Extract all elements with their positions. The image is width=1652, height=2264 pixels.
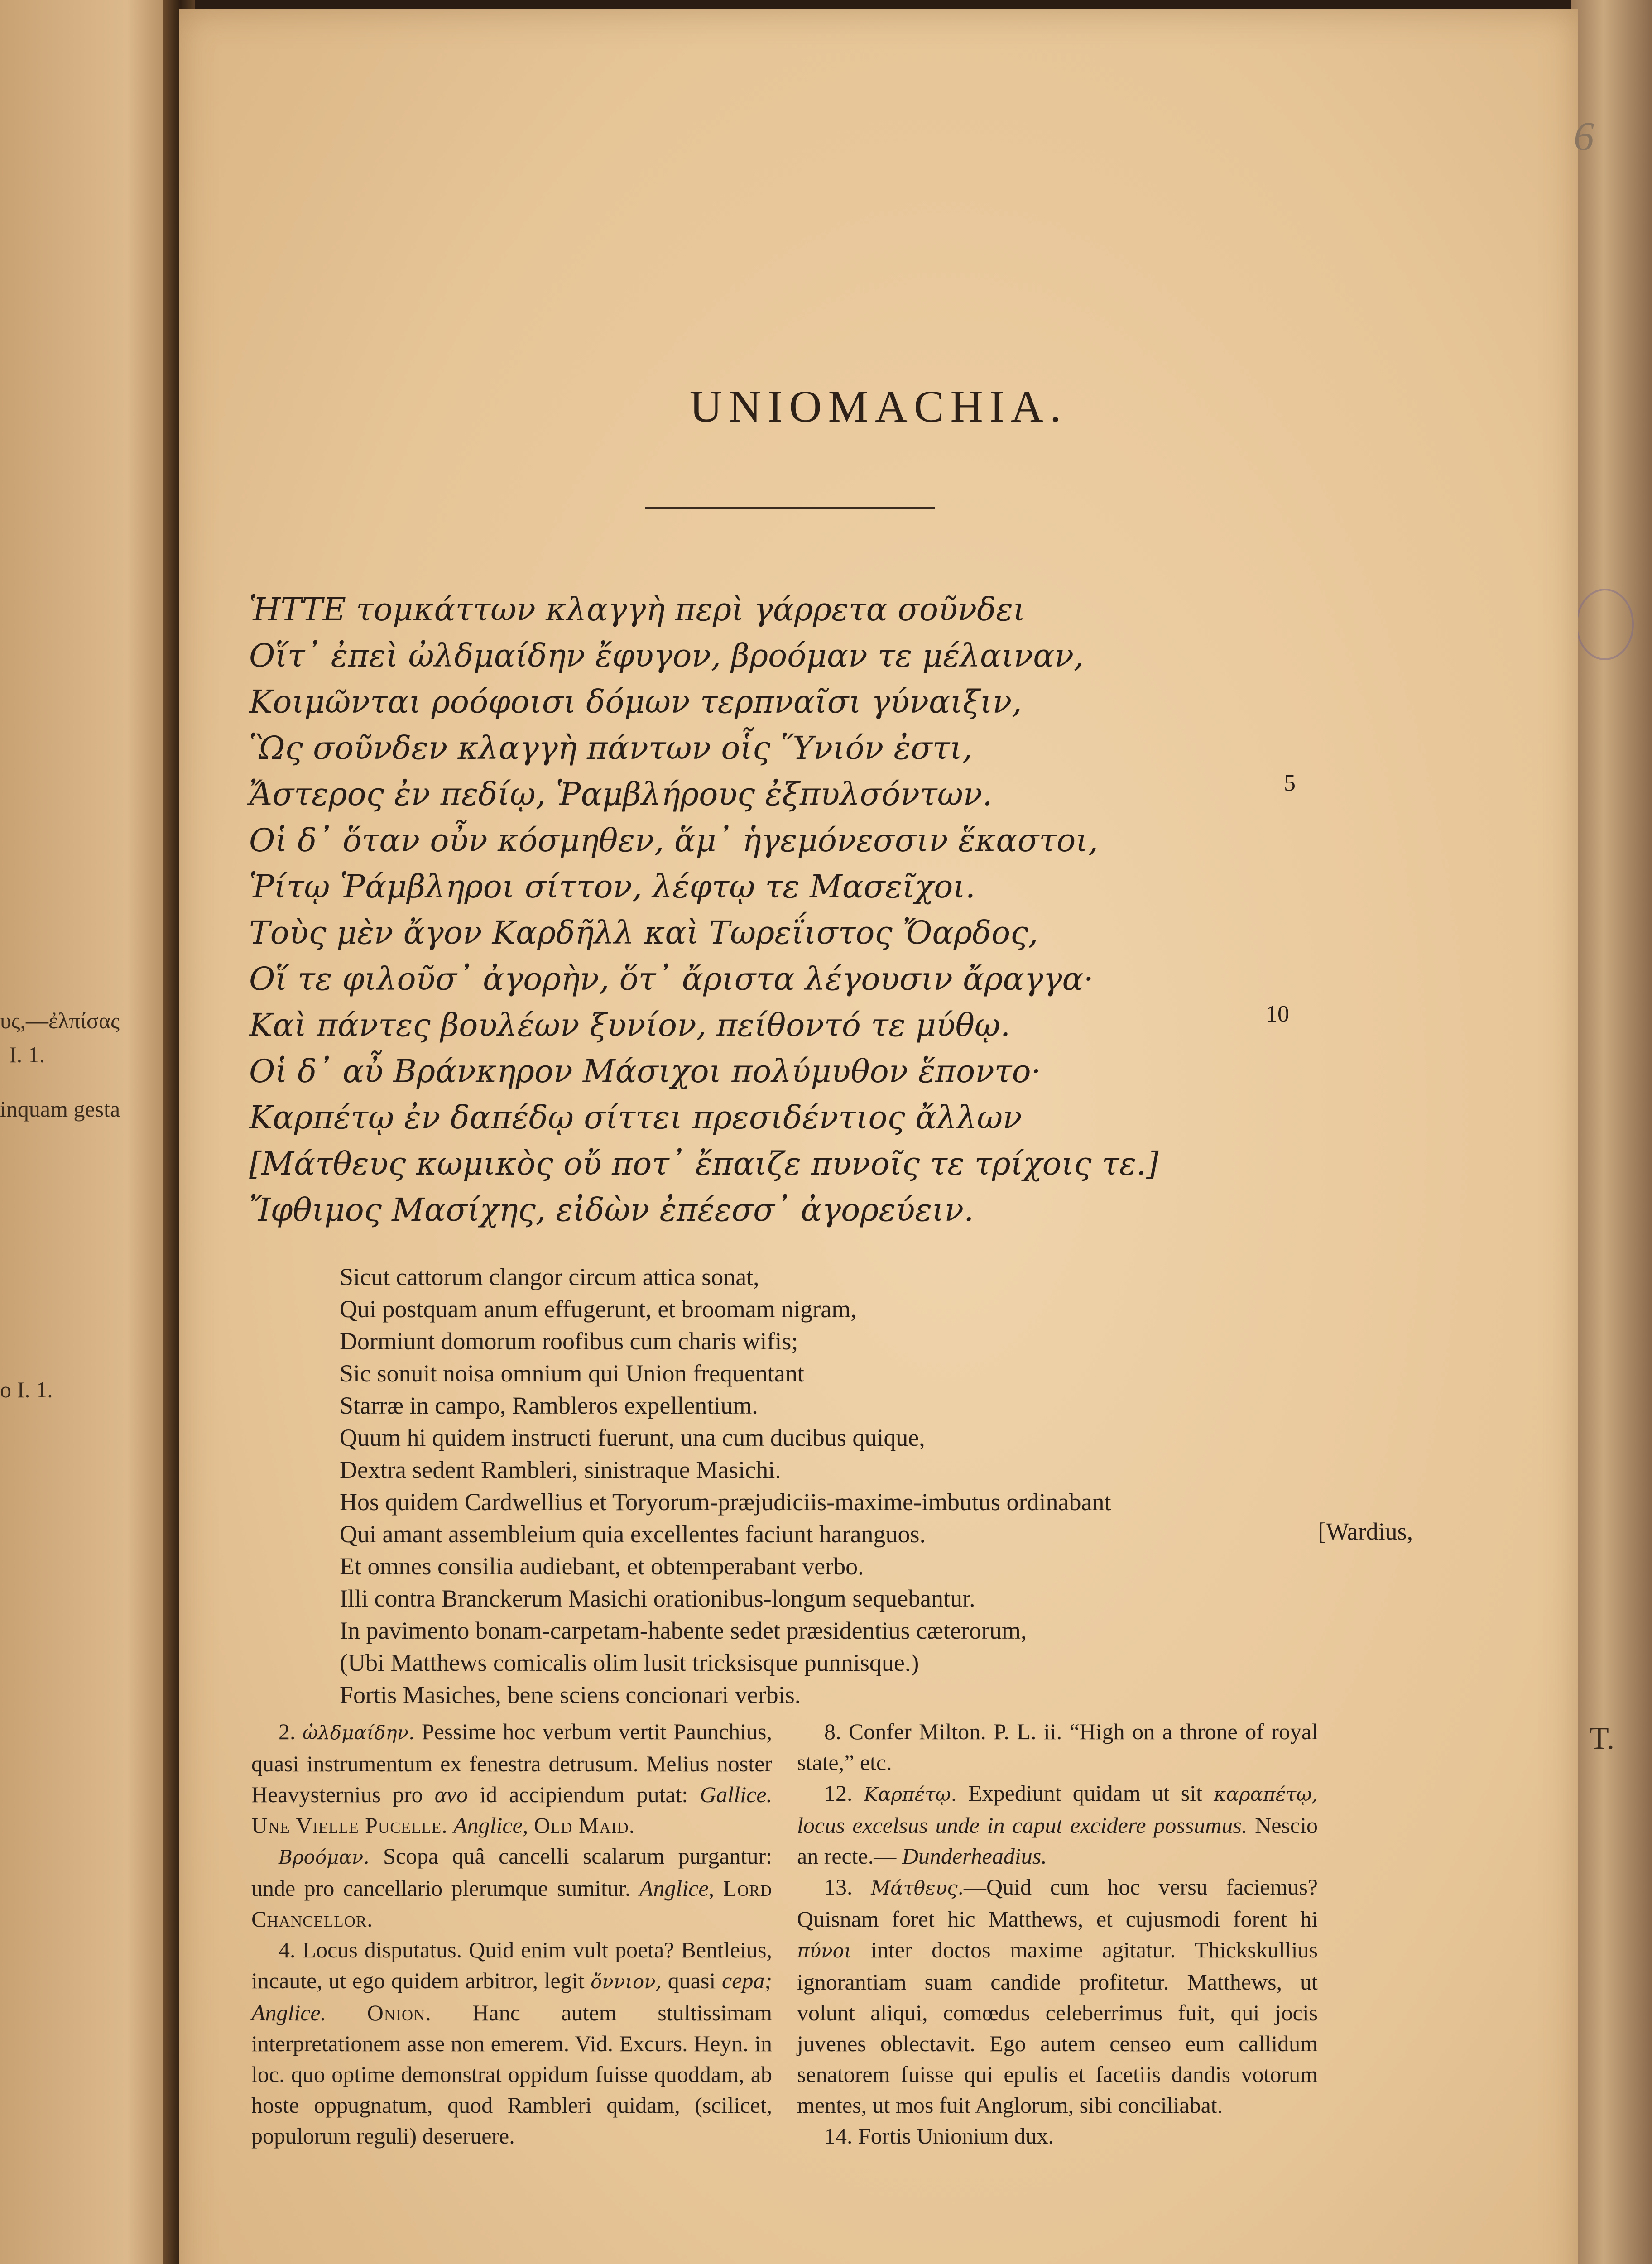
greek-line: Κοιμῶνται ροόφοισι δόμων τερπναῖσι γύναιξιν, [249,683,1022,720]
latin-line: Qui postquam anum effugerunt, et broomam nigram, [340,1295,857,1323]
note-word: cepa; [721,1968,773,1993]
greek-line: Ὣς σοῦνδεν κλαγγὴ πάντων οἷς Ὕνιόν ἐστι, [249,729,973,767]
page-title: UNIOMACHIA. [689,381,1068,432]
greek-line: Οἱ δ᾽ ὅταν οὖν κόσμηθεν, ἅμ᾽ ἡγεμόνεσσιν ἕκαστοι, [249,822,1098,859]
note-lemma: Καρπέτῳ. [864,1783,957,1805]
footnotes-right-column [797,1716,1318,2151]
footnote: 14. Fortis Unionium dux. [824,2123,1054,2149]
pencil-page-mark: 6 [1574,114,1594,159]
latin-line: (Ubi Matthews comicalis olim lusit tricksisque punnisque.) [340,1649,919,1676]
greek-line: Ἄστερος ἐν πεδίῳ, Ῥαμβλήρους ἐξπυλσόντων. [249,776,993,813]
latin-line: Qui amant assembleium quia excellentes faciunt haranguos. [340,1521,926,1548]
greek-line: Ῥίτῳ Ῥάμβληροι σίττον, λέφτῳ τε Μασεῖχοι. [249,868,976,905]
latin-line: In pavimento bonam-carpetam-habente sedet præsidentius cæterorum, [340,1617,1027,1644]
note-text: inter doctos maxime agitatur. Thickskullius ignorantiam suam candide profitetur. Matthews, ut volunt aliqui, comœdus celeberrimus fuit, qui jocis juvenes oblectavit. Ego autem censeo eum callidum senatorem fuisse qui epulis et facetiis dandis votorum mentes, ut mos fuit Anglorum, sibi conciliabat. [797,1937,1318,2118]
note-text: Hanc autem stultissimam interpretationem asse non emerem. Vid. Excurs. Heyn. in loc. quo optime demonstrat oppidum fuisse quoddam, ab hoste oppugnatum, quod Rambleri quidam, (scilicet, populorum reguli) deseruere. [251,2000,773,2149]
latin-translation [340,1261,1517,1711]
footnote: 8. Confer Milton. P. L. ii. “High on a throne of royal state,” etc. [797,1719,1318,1775]
note-word: ὄννιον, [591,1971,662,1993]
note-text: —Quid cum hoc versu faciemus? Quisnam foret hic Matthews, et cujusmodi forent hi [797,1874,1318,1932]
note-text: Nescio an recte.— [797,1813,1318,1869]
note-word: ανο [434,1782,468,1807]
title-rule [645,507,935,509]
note-gloss: Lord Chancellor. [251,1875,773,1932]
note-text: locus excelsus unde in caput excidere possumus. [797,1813,1248,1838]
greek-line: Οἵτ᾽ ἐπεὶ ὠλδμαίδην ἔφυγον, βροόμαν τε μέλαιναν, [249,637,1084,674]
note-number: 12. [824,1780,853,1806]
note-number: 13. [824,1874,853,1899]
latin-line: Dormiunt domorum roofibus cum charis wifis; [340,1328,798,1355]
greek-line: Καρπέτῳ ἐν δαπέδῳ σίττει πρεσιδέντιος ἄλλων [249,1099,1022,1136]
latin-turnover: [Wardius, [1318,1518,1413,1545]
latin-line: Hos quidem Cardwellius et Toryorum-præjudiciis-maxime-imbutus ordinabant [340,1488,1111,1516]
left-facing-page [0,0,181,2264]
note-lemma: ὠλδμαίδην. [302,1722,415,1744]
book-page [179,9,1594,2264]
note-text: Scopa quâ cancelli scalarum purgantur: unde pro cancellario plerumque sumitur. [251,1843,773,1901]
footnote [797,1871,1318,2120]
latin-line: Et omnes consilia audiebant, et obtemperabant verbo. [340,1553,864,1580]
greek-line: [Μάτθευς κωμικὸς οὔ ποτ᾽ ἔπαιζε πυνοῖς τε τρίχοις τε.] [249,1145,1159,1182]
note-gloss: Onion. [367,2000,432,2025]
note-word: πύνοι [797,1940,852,1962]
note-text: id accipiendum putat: [480,1782,688,1807]
right-facing-page-edge [1571,0,1652,2264]
footnote [251,1716,772,1841]
line-number: 10 [1266,1001,1289,1027]
latin-line: Sicut cattorum clangor circum attica sonat, [340,1263,759,1290]
note-language: Anglice, [453,1813,528,1838]
left-margin-fragment: υς,—ἐλπίσας [0,1008,120,1033]
greek-line: Οἱ δ᾽ αὖ Βράνκηρον Μάσιχοι πολύμυθον ἕποντο· [249,1053,1041,1090]
note-text: Expediunt quidam ut sit [968,1780,1202,1806]
greek-line: ἩΤΤΕ τομκάττων κλαγγὴ περὶ γάρρετα σοῦνδει [249,591,1026,628]
latin-line: Fortis Masiches, bene sciens concionari verbis. [340,1681,801,1708]
note-gloss: Old Maid. [533,1813,635,1838]
latin-line: Dextra sedent Rambleri, sinistraque Masichi. [340,1456,781,1483]
note-lemma: Βροόμαν. [279,1846,370,1868]
footnote [251,1934,772,2151]
left-margin-fragment: o I. 1. [0,1377,53,1402]
line-number: 5 [1284,770,1296,796]
greek-line: Καὶ πάντες βουλέων ξυνίον, πείθοντό τε μύθῳ. [249,1007,1011,1044]
left-margin-fragment: I. 1. [9,1042,45,1067]
note-number: 4. [279,1937,296,1962]
latin-line: Quum hi quidem instructi fuerunt, una cum ducibus quique, [340,1424,925,1451]
footnotes-left-column [251,1716,772,2151]
footnote [251,1841,772,1934]
note-text: Pessime hoc verbum vertit Paunchius, quasi instrumentum ex fenestra detrusum. Melius noster Heavysternius pro [251,1719,773,1807]
footnote [797,1778,1318,1871]
note-gloss: Une Vielle Pucelle. [251,1813,448,1838]
note-word: καραπέτῳ, [1214,1783,1318,1805]
greek-verse [249,586,1291,1233]
note-number: 2. [279,1719,296,1744]
latin-line: Sic sonuit noisa omnium qui Union frequentant [340,1360,804,1387]
latin-line: Starræ in campo, Rambleros expellentium. [340,1392,758,1419]
greek-line: Ἴφθιμος Μασίχης, εἰδὼν ἐπέεσσ᾽ ἀγορεύειν. [249,1191,974,1228]
note-lemma: Μάτθευς. [871,1877,964,1899]
note-text: Locus disputatus. Quid enim vult poeta? Bentleius, incaute, ut ego quidem arbitror, legit [251,1937,772,1993]
greek-line: Οἵ τε φιλοῦσ᾽ ἀγορὴν, ὅτ᾽ ἄριστα λέγουσιν ἄραγγα· [249,960,1094,998]
left-margin-fragment: inquam gesta [0,1096,120,1122]
note-language: Anglice. [251,2000,327,2025]
library-stamp [1576,589,1634,660]
note-text: quasi [668,1968,716,1993]
latin-line: Illi contra Branckerum Masichi orationibus-longum sequebantur. [340,1585,975,1612]
note-language: Gallice. [700,1782,772,1807]
greek-line: Τοὺς μὲν ἄγον Καρδῆλλ καὶ Τωρεΐιστος Ὄαρδος, [249,914,1038,951]
note-author: Dunderheadius. [902,1843,1047,1869]
note-language: Anglice, [639,1875,715,1901]
right-margin-fragment: T. [1590,1721,1615,1756]
